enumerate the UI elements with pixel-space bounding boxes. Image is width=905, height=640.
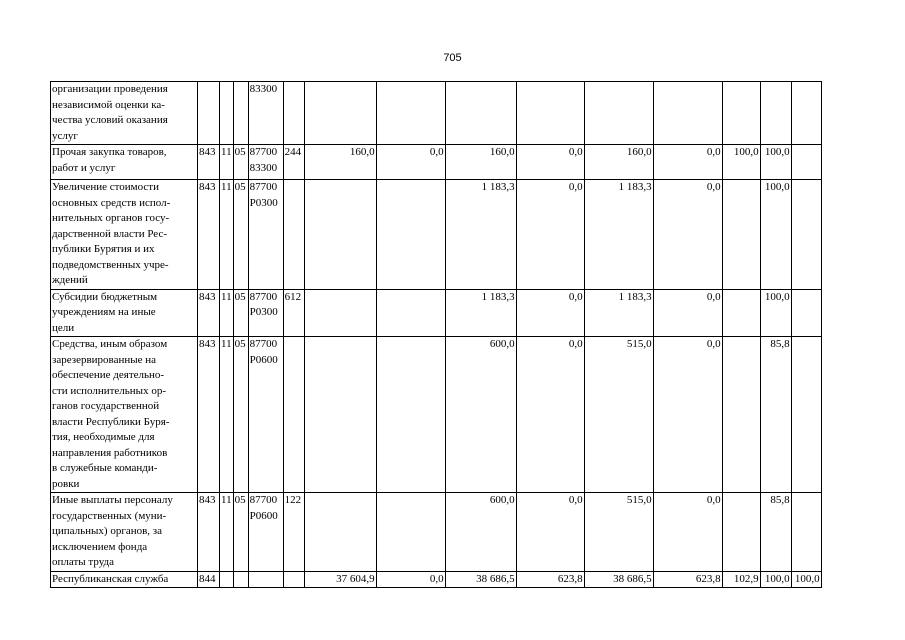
value-cell-1 — [304, 493, 376, 572]
gr-cell: 843 — [198, 145, 220, 180]
value-cell-2: 0,0 — [376, 571, 445, 588]
value-cell-3: 600,0 — [445, 337, 516, 493]
vr-cell — [283, 337, 304, 493]
value-cell-3: 1 183,3 — [445, 289, 516, 337]
value-cell-6: 0,0 — [653, 337, 722, 493]
value-cell-6: 0,0 — [653, 493, 722, 572]
value-cell-9 — [791, 145, 821, 180]
pr-cell: 05 — [233, 289, 248, 337]
value-cell-8: 85,8 — [760, 337, 791, 493]
pr-cell — [233, 82, 248, 145]
value-cell-5 — [584, 82, 653, 145]
cs-cell — [248, 571, 283, 588]
value-cell-4: 0,0 — [516, 337, 584, 493]
value-cell-1 — [304, 289, 376, 337]
value-cell-4: 0,0 — [516, 180, 584, 290]
cs-cell: 83300 — [248, 82, 283, 145]
cs-cell: 87700 83300 — [248, 145, 283, 180]
value-cell-3: 38 686,5 — [445, 571, 516, 588]
table-body — [51, 82, 822, 588]
gr-cell: 843 — [198, 337, 220, 493]
rz-cell: 11 — [220, 337, 234, 493]
value-cell-6 — [653, 82, 722, 145]
vr-cell — [283, 571, 304, 588]
value-cell-1 — [304, 337, 376, 493]
value-cell-1: 160,0 — [304, 145, 376, 180]
value-cell-9 — [791, 289, 821, 337]
table-row — [51, 82, 822, 145]
budget-table — [50, 81, 822, 588]
value-cell-4: 0,0 — [516, 289, 584, 337]
cs-cell: 87700 Р0300 — [248, 180, 283, 290]
pr-cell: 05 — [233, 337, 248, 493]
table-row — [51, 180, 822, 290]
row-name-cell: Иные выплаты персоналу государственных (муни- ципальных) органов, за исключением фонда оплаты труда — [51, 493, 198, 572]
value-cell-8: 100,0 — [760, 145, 791, 180]
value-cell-7: 100,0 — [722, 145, 760, 180]
value-cell-9 — [791, 337, 821, 493]
value-cell-3: 600,0 — [445, 493, 516, 572]
value-cell-3: 160,0 — [445, 145, 516, 180]
value-cell-5: 515,0 — [584, 337, 653, 493]
value-cell-4: 0,0 — [516, 493, 584, 572]
page-number: 705 — [443, 52, 462, 64]
pr-cell: 05 — [233, 180, 248, 290]
value-cell-5: 515,0 — [584, 493, 653, 572]
value-cell-1 — [304, 180, 376, 290]
row-name-cell: Увеличение стоимости основных средств испол- нительных органов госу- дарственной власти Рес- публики Бурятия и их подведомственных учре- ждений — [51, 180, 198, 290]
rz-cell — [220, 82, 234, 145]
value-cell-7 — [722, 289, 760, 337]
pr-cell: 05 — [233, 493, 248, 572]
value-cell-7: 102,9 — [722, 571, 760, 588]
rz-cell: 11 — [220, 180, 234, 290]
table-row — [51, 337, 822, 493]
rz-cell: 11 — [220, 493, 234, 572]
value-cell-4 — [516, 82, 584, 145]
pr-cell: 05 — [233, 145, 248, 180]
value-cell-2 — [376, 180, 445, 290]
cs-cell: 87700 Р0300 — [248, 289, 283, 337]
value-cell-1: 37 604,9 — [304, 571, 376, 588]
value-cell-5: 1 183,3 — [584, 289, 653, 337]
value-cell-2 — [376, 289, 445, 337]
value-cell-2 — [376, 82, 445, 145]
gr-cell — [198, 82, 220, 145]
value-cell-4: 623,8 — [516, 571, 584, 588]
rz-cell: 11 — [220, 145, 234, 180]
value-cell-8: 100,0 — [760, 180, 791, 290]
vr-cell — [283, 180, 304, 290]
value-cell-5: 38 686,5 — [584, 571, 653, 588]
value-cell-2: 0,0 — [376, 145, 445, 180]
gr-cell: 843 — [198, 493, 220, 572]
gr-cell: 843 — [198, 289, 220, 337]
row-name-cell: Субсидии бюджетным учреждениям на иные цели — [51, 289, 198, 337]
table-row — [51, 289, 822, 337]
rz-cell: 11 — [220, 289, 234, 337]
vr-cell: 244 — [283, 145, 304, 180]
value-cell-3 — [445, 82, 516, 145]
table-row — [51, 493, 822, 572]
rz-cell — [220, 571, 234, 588]
value-cell-6: 0,0 — [653, 180, 722, 290]
value-cell-1 — [304, 82, 376, 145]
value-cell-8: 100,0 — [760, 571, 791, 588]
vr-cell — [283, 82, 304, 145]
pr-cell — [233, 571, 248, 588]
value-cell-6: 623,8 — [653, 571, 722, 588]
value-cell-2 — [376, 493, 445, 572]
value-cell-2 — [376, 337, 445, 493]
value-cell-9 — [791, 180, 821, 290]
gr-cell: 843 — [198, 180, 220, 290]
cs-cell: 87700 Р0600 — [248, 337, 283, 493]
row-name-cell: Республиканская служба — [51, 571, 198, 588]
table-row — [51, 571, 822, 588]
value-cell-7 — [722, 493, 760, 572]
value-cell-7 — [722, 337, 760, 493]
table-row — [51, 145, 822, 180]
row-name-cell: Средства, иным образом зарезервированные на обеспечение деятельно- сти исполнительных ор- ганов государственной власти Республики Буря- тия, необходимые для направления работников в служебные команди- ровки — [51, 337, 198, 493]
value-cell-9 — [791, 493, 821, 572]
value-cell-7 — [722, 82, 760, 145]
row-name-cell: Прочая закупка товаров, работ и услуг — [51, 145, 198, 180]
value-cell-8: 85,8 — [760, 493, 791, 572]
value-cell-8 — [760, 82, 791, 145]
value-cell-9: 100,0 — [791, 571, 821, 588]
value-cell-6: 0,0 — [653, 289, 722, 337]
value-cell-6: 0,0 — [653, 145, 722, 180]
value-cell-3: 1 183,3 — [445, 180, 516, 290]
value-cell-7 — [722, 180, 760, 290]
cs-cell: 87700 Р0600 — [248, 493, 283, 572]
row-name-cell: организации проведения независимой оценки ка- чества условий оказания услуг — [51, 82, 198, 145]
value-cell-5: 160,0 — [584, 145, 653, 180]
vr-cell: 612 — [283, 289, 304, 337]
value-cell-4: 0,0 — [516, 145, 584, 180]
value-cell-9 — [791, 82, 821, 145]
vr-cell: 122 — [283, 493, 304, 572]
value-cell-5: 1 183,3 — [584, 180, 653, 290]
gr-cell: 844 — [198, 571, 220, 588]
value-cell-8: 100,0 — [760, 289, 791, 337]
